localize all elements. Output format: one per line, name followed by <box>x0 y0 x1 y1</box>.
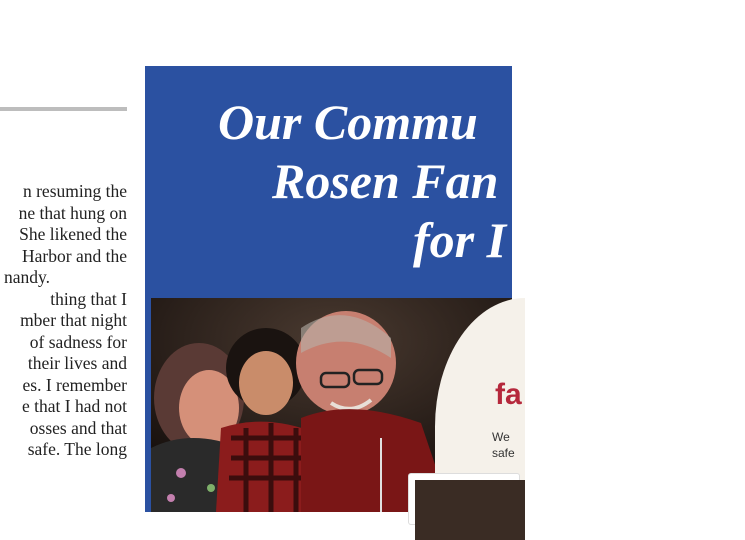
article-divider <box>0 107 127 111</box>
article-line: safe. The long <box>27 439 127 459</box>
panel-heading-fragment: fa <box>495 378 522 411</box>
article-line: ne that hung on <box>18 202 127 223</box>
article-line: e that I had not <box>22 396 127 416</box>
panel-text-line: We <box>492 430 510 444</box>
ad-headline-line: Rosen Fan <box>272 153 499 209</box>
community-advertisement <box>145 66 522 512</box>
article-line: of sadness for <box>29 331 127 352</box>
article-line: osses and that <box>29 417 127 438</box>
ad-headline-line: Our Commu <box>218 94 478 150</box>
article-line: thing that I <box>50 288 127 309</box>
article-line: She likened the <box>19 224 127 244</box>
panel-text-line: safe <box>492 446 515 460</box>
inset-photo-frame <box>409 474 519 524</box>
article-line: es. I remember <box>22 374 127 395</box>
inset-photo <box>415 480 525 540</box>
article-text-column <box>0 181 127 461</box>
article-line: Harbor and the <box>22 245 127 266</box>
article-line: nandy. <box>4 267 51 287</box>
article-line: their lives and <box>27 353 127 373</box>
article-line: n resuming the <box>22 181 127 201</box>
ad-headline-line: for I <box>413 212 507 268</box>
article-line: mber that night <box>20 310 127 330</box>
